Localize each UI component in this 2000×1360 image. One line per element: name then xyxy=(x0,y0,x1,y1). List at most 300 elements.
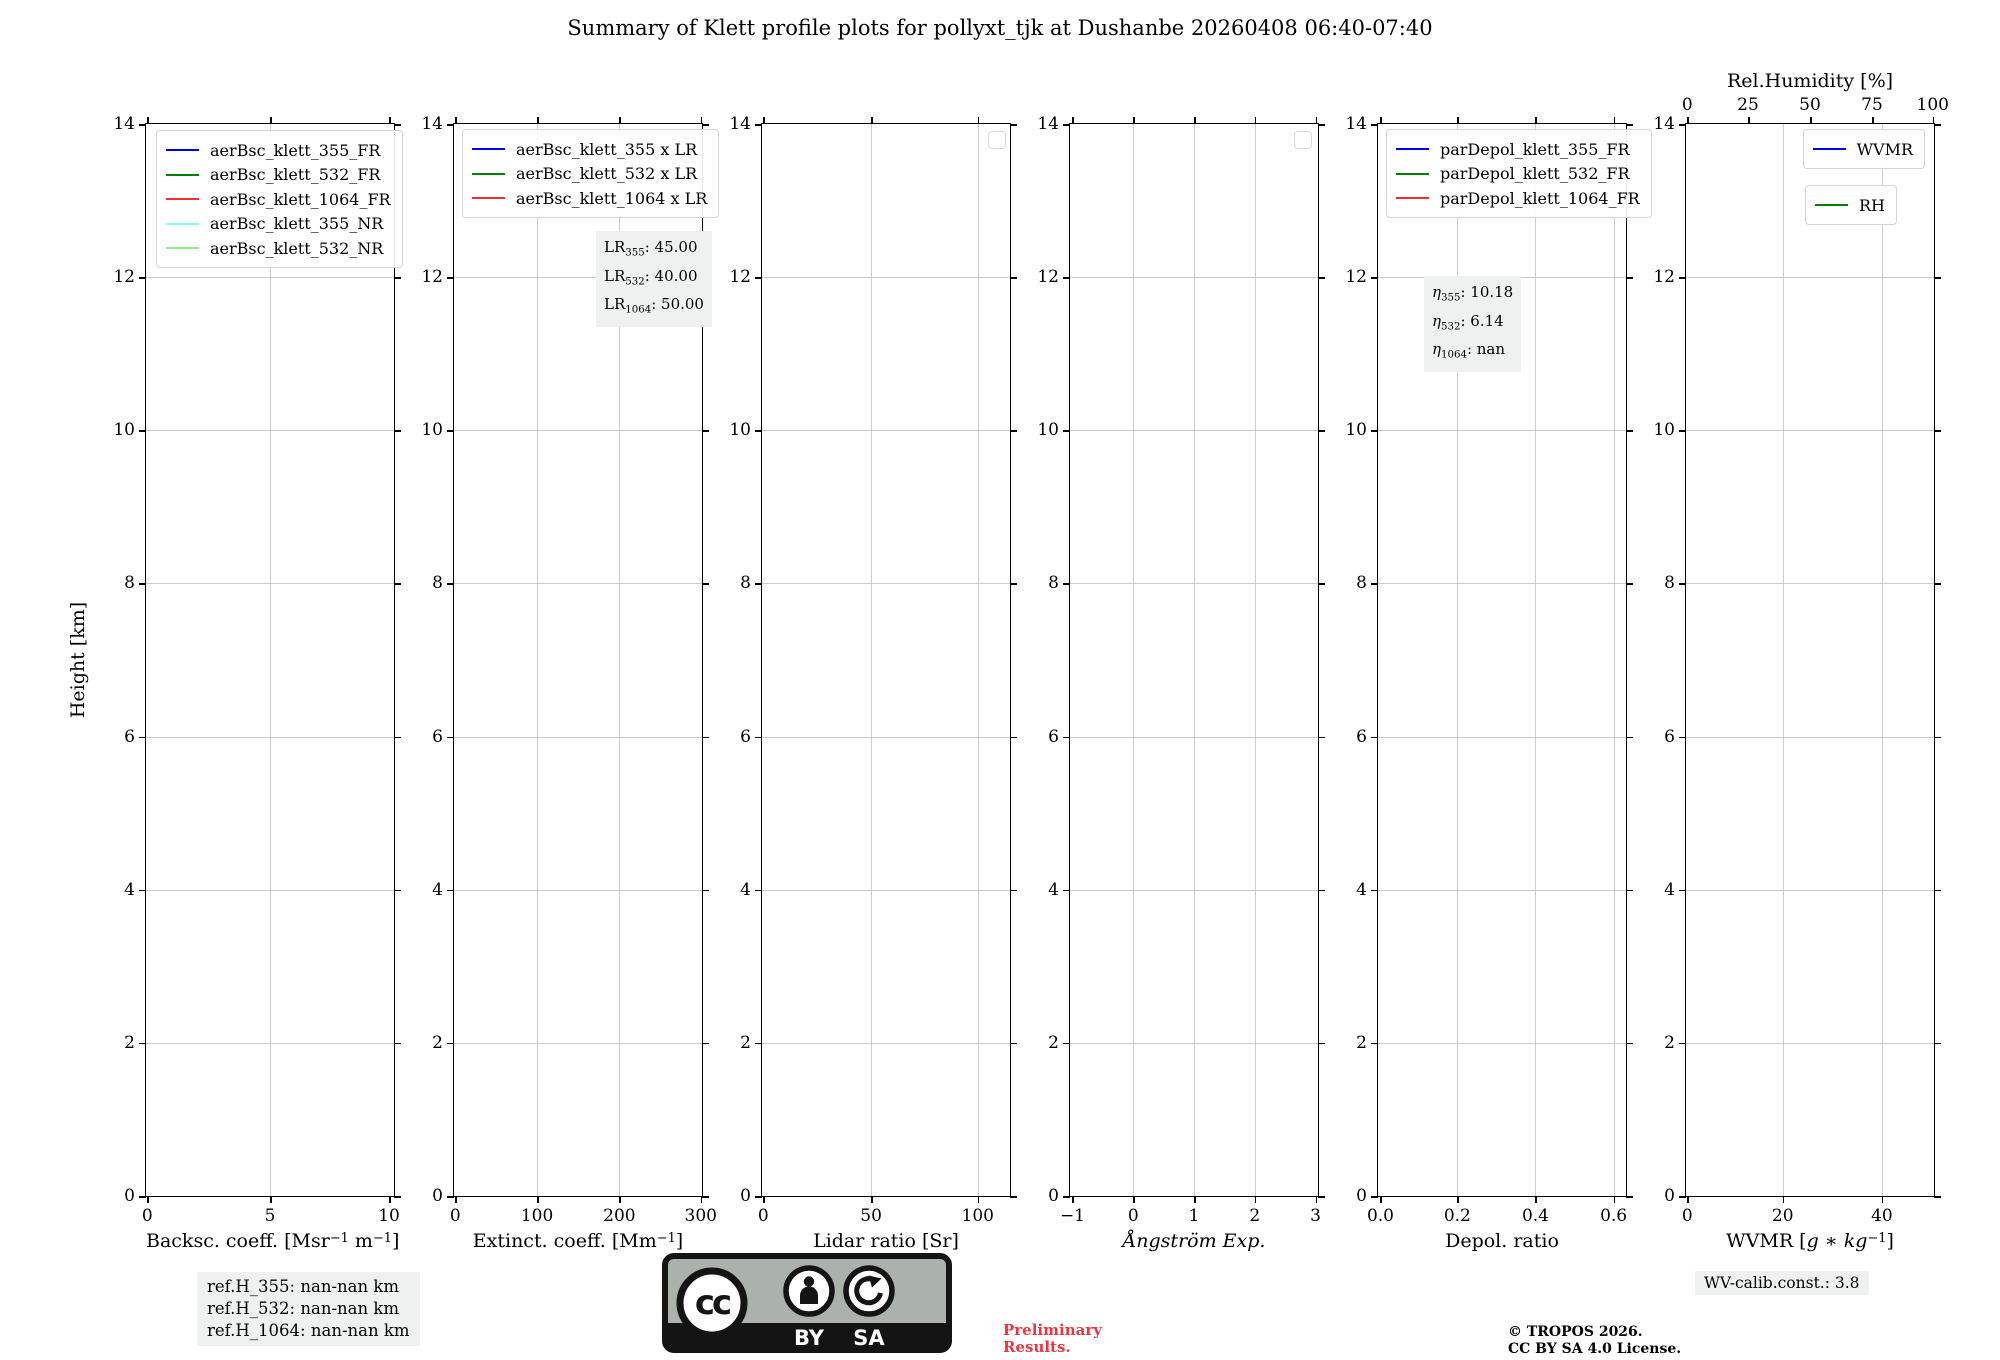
gridline xyxy=(454,583,702,584)
x-tick-label: 5 xyxy=(264,1206,276,1226)
y-tick-label: 8 xyxy=(740,573,751,594)
gridline xyxy=(1070,890,1318,891)
gridline xyxy=(537,124,538,1196)
y-tick-label: 2 xyxy=(124,1032,135,1053)
tick-mark xyxy=(1316,117,1318,124)
y-tick-label: 10 xyxy=(113,420,135,441)
text-segment: : 10.18 xyxy=(1460,283,1514,301)
legend-line-sample xyxy=(472,148,505,150)
tick-mark xyxy=(139,430,146,432)
legend xyxy=(1805,185,1897,225)
tick-mark xyxy=(1318,277,1325,279)
y-tick-label: 12 xyxy=(1345,267,1367,288)
tick-mark xyxy=(139,583,146,585)
legend-line-sample xyxy=(166,149,199,151)
top-tick-label: 75 xyxy=(1861,95,1883,115)
text-segment: −1 xyxy=(329,1230,349,1246)
legend-label: WVMR xyxy=(1856,139,1913,159)
gridline xyxy=(1783,124,1784,1196)
tick-mark xyxy=(1010,890,1017,892)
y-tick-label: 0 xyxy=(432,1186,443,1206)
tick-mark xyxy=(702,1196,709,1198)
tick-mark xyxy=(1934,1043,1941,1045)
x-tick-label: 0 xyxy=(757,1206,769,1226)
cc-by-sa-logo xyxy=(662,1253,952,1353)
legend-item xyxy=(1396,162,1640,187)
tick-mark xyxy=(394,890,401,892)
y-tick-label: 6 xyxy=(1356,726,1367,747)
tick-mark xyxy=(763,1196,765,1203)
tick-mark xyxy=(755,890,762,892)
tick-mark xyxy=(139,1196,146,1198)
y-tick-label: 6 xyxy=(740,726,751,747)
ref-height-1064: ref.H_1064: nan-nan km xyxy=(207,1321,410,1340)
x-axis-label xyxy=(454,1230,702,1252)
plot-panel-extinction xyxy=(421,114,717,1252)
x-tick-label: 0 xyxy=(449,1206,461,1226)
y-tick-label: 10 xyxy=(1345,420,1367,441)
tick-mark xyxy=(1318,1043,1325,1045)
gridline xyxy=(454,890,702,891)
legend-label: aerBsc_klett_532 x LR xyxy=(516,164,698,184)
tick-mark xyxy=(1371,1043,1378,1045)
legend-line-sample xyxy=(166,223,199,225)
tick-mark xyxy=(1010,124,1017,126)
cc-sa-label: SA xyxy=(853,1326,885,1350)
gridline xyxy=(1378,583,1626,584)
text-segment: ] xyxy=(675,1230,684,1252)
sa-arrow-icon xyxy=(846,1268,892,1314)
tick-mark xyxy=(1614,117,1616,124)
copyright-line-2: CC BY SA 4.0 License. xyxy=(1508,1340,1682,1357)
tick-mark xyxy=(619,117,621,124)
tick-mark xyxy=(1371,430,1378,432)
y-tick-label: 10 xyxy=(1653,420,1675,441)
tick-mark xyxy=(1679,737,1686,739)
tick-mark xyxy=(1371,737,1378,739)
tick-mark xyxy=(1371,277,1378,279)
y-tick-label: 6 xyxy=(1664,726,1675,747)
tick-mark xyxy=(139,890,146,892)
top-tick-label: 25 xyxy=(1737,95,1759,115)
gridline xyxy=(1378,737,1626,738)
x-tick-label: 0 xyxy=(141,1206,153,1226)
legend-line-sample xyxy=(166,198,199,200)
text-segment: η xyxy=(1432,283,1441,301)
tick-mark xyxy=(1010,430,1017,432)
x-tick-label: 50 xyxy=(860,1206,882,1226)
tick-mark xyxy=(1371,124,1378,126)
annotation-line xyxy=(604,265,704,294)
gridline xyxy=(270,124,271,1196)
gridline xyxy=(454,430,702,431)
gridline xyxy=(1686,1043,1934,1044)
y-tick-label: 14 xyxy=(1345,114,1367,134)
y-tick-label: 12 xyxy=(113,267,135,288)
text-segment: 355 xyxy=(1441,292,1461,304)
tick-mark xyxy=(701,117,703,124)
tick-mark xyxy=(389,117,391,124)
y-tick-label: 2 xyxy=(432,1032,443,1053)
tick-mark xyxy=(394,277,401,279)
tick-mark xyxy=(389,1196,391,1203)
tick-mark xyxy=(1318,737,1325,739)
x-tick-label: 2 xyxy=(1249,1206,1261,1226)
copyright-line-1: © TROPOS 2026. xyxy=(1508,1324,1643,1340)
x-tick-label: 0.4 xyxy=(1521,1206,1549,1226)
text-segment: η xyxy=(1432,340,1441,359)
legend-label: aerBsc_klett_355 x LR xyxy=(516,139,698,159)
legend-line-sample xyxy=(1396,173,1429,175)
legend-label: parDepol_klett_532_FR xyxy=(1440,164,1630,184)
text-segment: : 45.00 xyxy=(644,238,698,256)
preliminary-line-2: Results. xyxy=(1003,1338,1071,1356)
y-axis-label: Height [km] xyxy=(67,601,89,719)
gridline xyxy=(1070,430,1318,431)
gridline xyxy=(1686,583,1934,584)
gridline xyxy=(978,124,979,1196)
tick-mark xyxy=(1679,1196,1686,1198)
tick-mark xyxy=(1626,430,1633,432)
tick-mark xyxy=(270,1196,272,1203)
gridline xyxy=(1535,124,1536,1196)
gridline xyxy=(762,890,1010,891)
y-tick-label: 8 xyxy=(1356,573,1367,594)
y-tick-label: 14 xyxy=(421,114,443,134)
text-segment: LR xyxy=(604,295,626,314)
tick-mark xyxy=(1063,277,1070,279)
y-tick-label: 10 xyxy=(729,420,751,441)
gridline xyxy=(1133,124,1134,1196)
tick-mark xyxy=(394,737,401,739)
annotation-line xyxy=(1432,310,1513,339)
tick-mark xyxy=(1679,890,1686,892)
legend-line-sample xyxy=(472,197,505,199)
y-tick-label: 4 xyxy=(1048,879,1059,900)
x-tick-label: 100 xyxy=(961,1206,994,1226)
tick-mark xyxy=(1072,1196,1074,1203)
cc-letters: cc xyxy=(694,1283,730,1323)
legend-label: aerBsc_klett_532_NR xyxy=(210,238,384,258)
tick-mark xyxy=(447,890,454,892)
tick-mark xyxy=(871,117,873,124)
x-tick-label: 200 xyxy=(603,1206,636,1226)
tick-mark xyxy=(1626,890,1633,892)
text-segment: LR xyxy=(604,266,626,285)
y-tick-label: 14 xyxy=(1653,114,1675,134)
copyright-note xyxy=(1508,1324,1681,1357)
gridline xyxy=(146,277,394,278)
text-segment: −1 xyxy=(656,1230,676,1246)
x-tick-label: 10 xyxy=(378,1206,400,1226)
tick-mark xyxy=(1872,117,1874,124)
gridline xyxy=(1378,430,1626,431)
tick-mark xyxy=(1371,583,1378,585)
text-segment: 1064 xyxy=(1441,349,1467,361)
tick-mark xyxy=(447,430,454,432)
tick-mark xyxy=(763,117,765,124)
tick-mark xyxy=(447,583,454,585)
x-axis-label xyxy=(146,1230,400,1252)
x-tick-label: 0.0 xyxy=(1366,1206,1394,1226)
tick-mark xyxy=(1133,117,1135,124)
tick-mark xyxy=(394,430,401,432)
y-tick-label: 2 xyxy=(1664,1032,1675,1053)
y-tick-label: 0 xyxy=(1048,1186,1059,1206)
tick-mark xyxy=(1318,124,1325,126)
tick-mark xyxy=(978,1196,980,1203)
cc-by-label: BY xyxy=(793,1326,825,1350)
tick-mark xyxy=(147,117,149,124)
legend-item xyxy=(166,138,391,163)
text-segment: : 40.00 xyxy=(644,266,698,285)
by-person-head xyxy=(804,1276,814,1286)
y-tick-label: 12 xyxy=(1653,267,1675,288)
y-tick-label: 12 xyxy=(1037,267,1059,288)
ref-height-532: ref.H_532: nan-nan km xyxy=(207,1299,399,1318)
y-tick-label: 0 xyxy=(1664,1186,1675,1206)
y-tick-label: 6 xyxy=(124,726,135,747)
x-axis-label xyxy=(1378,1230,1626,1252)
tick-mark xyxy=(139,124,146,126)
tick-mark xyxy=(447,1196,454,1198)
x-tick-label: 0 xyxy=(1681,1206,1693,1226)
tick-mark xyxy=(1072,117,1074,124)
plot-panel-depol-ratio xyxy=(1345,114,1640,1252)
legend-item xyxy=(1813,137,1913,162)
tick-mark xyxy=(394,1196,401,1198)
tick-mark xyxy=(1316,1196,1318,1203)
tick-mark xyxy=(537,117,539,124)
tick-mark xyxy=(1614,1196,1616,1203)
gridline xyxy=(1070,583,1318,584)
tick-mark xyxy=(1318,890,1325,892)
text-segment: Extinct. coeff. [Mm xyxy=(472,1230,657,1252)
y-tick-label: 14 xyxy=(1037,114,1059,134)
tick-mark xyxy=(139,277,146,279)
tick-mark xyxy=(147,1196,149,1203)
gridline xyxy=(146,737,394,738)
tick-mark xyxy=(755,1043,762,1045)
text-segment: Depol. ratio xyxy=(1445,1230,1559,1252)
tick-mark xyxy=(978,117,980,124)
tick-mark xyxy=(1934,737,1941,739)
tick-mark xyxy=(447,124,454,126)
tick-mark xyxy=(1783,1196,1785,1203)
gridline xyxy=(1070,277,1318,278)
tick-mark xyxy=(1679,430,1686,432)
gridline xyxy=(762,583,1010,584)
legend-label: aerBsc_klett_355_NR xyxy=(210,214,384,234)
y-tick-label: 8 xyxy=(1048,573,1059,594)
text-segment: WVMR [ xyxy=(1726,1230,1807,1252)
tick-mark xyxy=(270,117,272,124)
x-tick-label: −1 xyxy=(1059,1206,1085,1226)
x-tick-label: 0.2 xyxy=(1443,1206,1471,1226)
x-axis-label xyxy=(1686,1230,1934,1252)
tick-mark xyxy=(1626,124,1633,126)
text-segment: Backsc. coeff. [Msr xyxy=(146,1230,330,1252)
text-segment: Ångström Exp. xyxy=(1122,1230,1266,1252)
tick-mark xyxy=(1535,1196,1537,1203)
legend-line-sample xyxy=(1396,197,1429,199)
tick-mark xyxy=(702,583,709,585)
y-tick-label: 8 xyxy=(1664,573,1675,594)
legend-label: RH xyxy=(1859,195,1885,215)
tick-mark xyxy=(1626,737,1633,739)
text-segment: m xyxy=(348,1230,373,1252)
tick-mark xyxy=(1934,277,1941,279)
tick-mark xyxy=(1194,1196,1196,1203)
tick-mark xyxy=(1679,124,1686,126)
y-tick-label: 2 xyxy=(1048,1032,1059,1053)
top-tick-label: 0 xyxy=(1681,95,1693,115)
tick-mark xyxy=(1934,430,1941,432)
gridline xyxy=(1378,1043,1626,1044)
tick-mark xyxy=(1679,583,1686,585)
text-segment: 1064 xyxy=(625,304,652,316)
legend-item xyxy=(472,162,707,187)
by-person-body xyxy=(800,1287,818,1305)
legend-label: aerBsc_klett_1064 x LR xyxy=(516,188,708,208)
legend xyxy=(1803,129,1925,169)
x-axis-label xyxy=(1070,1230,1318,1252)
tick-mark xyxy=(1318,430,1325,432)
tick-mark xyxy=(1063,583,1070,585)
tick-mark xyxy=(1010,583,1017,585)
tick-mark xyxy=(1133,1196,1135,1203)
legend-label: aerBsc_klett_532_FR xyxy=(210,165,381,185)
x-tick-label: 40 xyxy=(1871,1206,1893,1226)
gridline xyxy=(454,1043,702,1044)
legend xyxy=(462,129,719,218)
legend-label: parDepol_klett_355_FR xyxy=(1440,139,1630,159)
gridline xyxy=(762,737,1010,738)
legend-line-sample xyxy=(1815,204,1848,206)
legend-item xyxy=(166,187,391,212)
tick-mark xyxy=(1063,124,1070,126)
tick-mark xyxy=(394,583,401,585)
tick-mark xyxy=(702,124,709,126)
legend-item xyxy=(472,137,707,162)
tick-mark xyxy=(1933,117,1935,124)
x-tick-label: 0 xyxy=(1127,1206,1139,1226)
gridline xyxy=(146,430,394,431)
x-tick-label: 300 xyxy=(684,1206,717,1226)
tick-mark xyxy=(1318,1196,1325,1198)
tick-mark xyxy=(139,737,146,739)
y-tick-label: 2 xyxy=(740,1032,751,1053)
y-tick-label: 10 xyxy=(421,420,443,441)
legend xyxy=(156,130,403,268)
tick-mark xyxy=(447,277,454,279)
tick-mark xyxy=(394,1043,401,1045)
gridline xyxy=(146,583,394,584)
tick-mark xyxy=(1010,277,1017,279)
tick-mark xyxy=(1063,430,1070,432)
x-tick-label: 20 xyxy=(1771,1206,1794,1226)
gridline xyxy=(762,430,1010,431)
text-segment: η xyxy=(1432,311,1441,330)
tick-mark xyxy=(1535,117,1537,124)
legend-item xyxy=(1815,193,1885,218)
legend-item xyxy=(1396,137,1640,162)
tick-mark xyxy=(1882,1196,1884,1203)
gridline xyxy=(1686,737,1934,738)
gridline xyxy=(1255,124,1256,1196)
tick-mark xyxy=(702,737,709,739)
gridline xyxy=(1686,890,1934,891)
tick-mark xyxy=(1380,117,1382,124)
gridline xyxy=(871,124,872,1196)
y-tick-label: 6 xyxy=(1048,726,1059,747)
tick-mark xyxy=(394,124,401,126)
legend-line-sample xyxy=(166,247,199,249)
gridline xyxy=(454,737,702,738)
tick-mark xyxy=(702,430,709,432)
text-segment: ] xyxy=(391,1230,400,1252)
tick-mark xyxy=(702,1043,709,1045)
legend-item xyxy=(166,163,391,188)
text-segment: ] xyxy=(1886,1230,1894,1252)
y-tick-label: 4 xyxy=(1664,879,1675,900)
legend xyxy=(1386,129,1652,218)
tick-mark xyxy=(1679,277,1686,279)
empty-legend-box xyxy=(988,131,1006,149)
tick-mark xyxy=(1934,1196,1941,1198)
gridline xyxy=(1070,737,1318,738)
annotation-box xyxy=(596,231,712,327)
preliminary-results-note xyxy=(1003,1322,1102,1356)
tick-mark xyxy=(619,1196,621,1203)
gridline xyxy=(1378,890,1626,891)
legend-line-sample xyxy=(166,174,199,176)
top-tick-label: 100 xyxy=(1916,95,1949,115)
tick-mark xyxy=(1255,1196,1257,1203)
text-segment: LR xyxy=(604,238,626,256)
gridline xyxy=(1882,124,1883,1196)
tick-mark xyxy=(702,890,709,892)
gridline xyxy=(762,1043,1010,1044)
gridline xyxy=(1614,124,1615,1196)
plot-panel-angstroem xyxy=(1037,114,1321,1252)
tick-mark xyxy=(1371,890,1378,892)
tick-mark xyxy=(1679,1043,1686,1045)
tick-mark xyxy=(1457,1196,1459,1203)
gridline xyxy=(1686,277,1934,278)
legend-item xyxy=(472,186,707,211)
gridline xyxy=(1686,430,1934,431)
annotation-line xyxy=(604,236,704,265)
tick-mark xyxy=(1748,117,1750,124)
y-tick-label: 10 xyxy=(1037,420,1059,441)
tick-mark xyxy=(755,277,762,279)
tick-mark xyxy=(755,1196,762,1198)
gridline xyxy=(762,277,1010,278)
ref-height-355: ref.H_355: nan-nan km xyxy=(207,1277,399,1296)
text-segment: 532 xyxy=(625,276,645,288)
legend-line-sample xyxy=(1813,148,1846,150)
tick-mark xyxy=(1687,1196,1689,1203)
tick-mark xyxy=(1063,1196,1070,1198)
tick-mark xyxy=(1626,1043,1633,1045)
y-tick-label: 4 xyxy=(432,879,443,900)
top-tick-label: 50 xyxy=(1799,95,1821,115)
tick-mark xyxy=(1626,277,1633,279)
y-tick-label: 2 xyxy=(1356,1032,1367,1053)
y-tick-label: 4 xyxy=(124,879,135,900)
gridline xyxy=(1194,124,1195,1196)
